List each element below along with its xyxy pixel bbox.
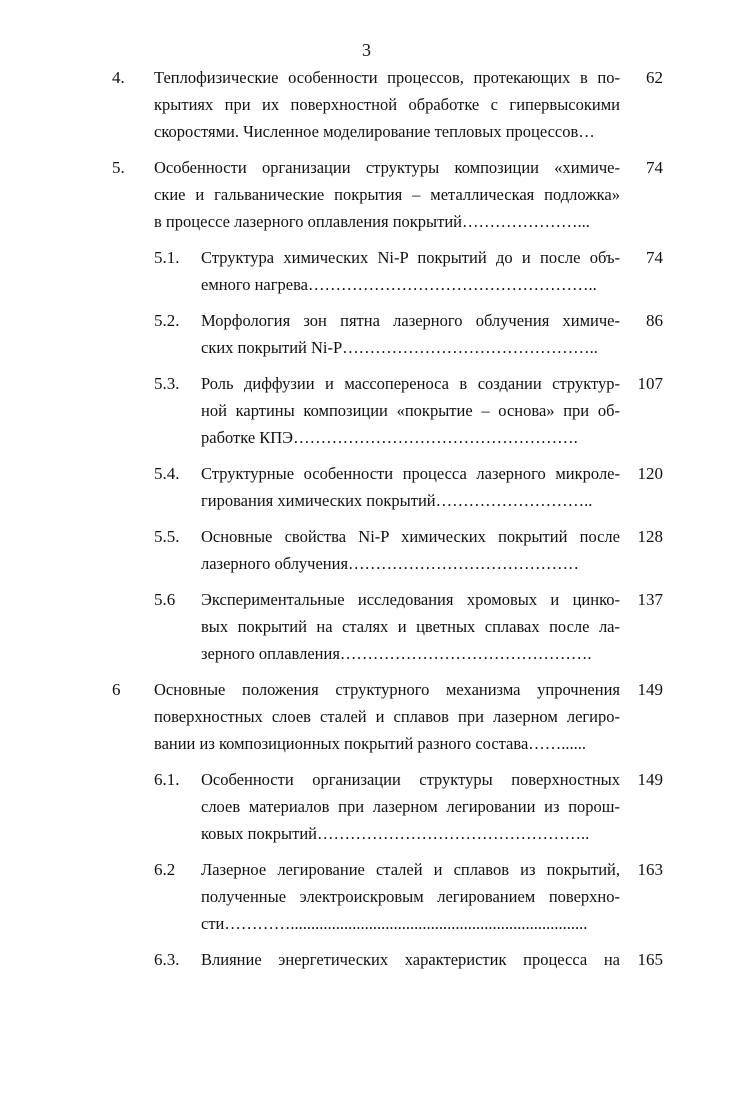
toc-entry-line: скоростями. Численное моделирование тепловых процессов… — [154, 122, 595, 141]
toc-entry-title — [201, 244, 620, 298]
toc-entry-title — [201, 766, 620, 847]
toc-entry-line: вых покрытий на сталях и цветных сплавах после ла- — [201, 617, 620, 636]
toc-entry-number: 5.1. — [154, 248, 180, 267]
toc-entry-number: 6 — [112, 680, 121, 699]
toc-entry-page: 163 — [637, 860, 663, 879]
toc-entry — [0, 523, 733, 577]
toc-entry-page: 165 — [637, 950, 663, 969]
toc-entry-line: крытиях при их поверхностной обработке с гипервысокими — [154, 95, 620, 114]
toc-entry-line: Морфология зон пятна лазерного облучения химиче- — [201, 311, 620, 330]
toc-entry-line: ских покрытий Ni-P……………………………………….. — [201, 338, 598, 357]
toc-entry-line: сти…………........................................................................ — [201, 914, 588, 933]
toc-entry-title — [201, 856, 620, 937]
toc-entry-line: Лазерное легирование сталей и сплавов из покрытий, — [201, 860, 620, 879]
toc-entry — [0, 64, 733, 145]
toc-entry-number: 5.6 — [154, 590, 176, 609]
toc-entry-page: 62 — [646, 68, 663, 87]
toc-entry-title — [201, 946, 620, 973]
toc-entry-number: 5.4. — [154, 464, 180, 483]
toc-entry-page: 86 — [646, 311, 663, 330]
toc-entry-line: Основные свойства Ni-P химических покрытий после — [201, 527, 620, 546]
toc-entry-title — [154, 676, 620, 757]
toc-entry-line: в процессе лазерного оплавления покрытий…………………... — [154, 212, 590, 231]
toc-entry-line: лазерного облучения…………………………………… — [201, 554, 580, 573]
toc-entry — [0, 676, 733, 757]
toc-entry — [0, 586, 733, 667]
toc-entry — [0, 244, 733, 298]
toc-entry-title — [201, 460, 620, 514]
toc-entry-line: Структура химических Ni-P покрытий до и после объ- — [201, 248, 620, 267]
toc-entry-line: работке КПЭ……………………………………………. — [201, 428, 578, 447]
toc-entry-line: Особенности организации структуры поверхностных — [201, 770, 620, 789]
toc-entry — [0, 370, 733, 451]
toc-entry-line: зерного оплавления………………………………………. — [201, 644, 592, 663]
toc-entry-page: 120 — [637, 464, 663, 483]
toc-entry-line: полученные электроискровым легированием поверхно- — [201, 887, 620, 906]
toc-entry — [0, 154, 733, 235]
toc-entry — [0, 856, 733, 937]
toc-entry-line: Основные положения структурного механизма упрочнения — [154, 680, 620, 699]
toc-entry-page: 107 — [637, 374, 663, 393]
toc-entry-line: Теплофизические особенности процессов, протекающих в по- — [154, 68, 620, 87]
toc-entry-line: Экспериментальные исследования хромовых и цинко- — [201, 590, 620, 609]
toc-entry-number: 6.1. — [154, 770, 180, 789]
toc-entry-number: 5.2. — [154, 311, 180, 330]
toc-entry-title — [154, 64, 620, 145]
toc-entry-page: 128 — [637, 527, 663, 546]
toc-entry-line: емного нагрева…………………………………………….. — [201, 275, 597, 294]
toc-entry-line: ские и гальванические покрытия – металлическая подложка» — [154, 185, 620, 204]
toc-entry-number: 5.5. — [154, 527, 180, 546]
toc-entry-page: 137 — [637, 590, 663, 609]
toc-entry-title — [201, 370, 620, 451]
toc-entry-page: 74 — [646, 158, 663, 177]
toc-entry-title — [201, 523, 620, 577]
toc-entry-line: Структурные особенности процесса лазерного микроле- — [201, 464, 620, 483]
toc-entry-title — [201, 307, 620, 361]
toc-entry-line: Особенности организации структуры композиции «химиче- — [154, 158, 620, 177]
toc-entry — [0, 307, 733, 361]
toc-entry-line: Роль диффузии и массопереноса в создании структур- — [201, 374, 620, 393]
toc-entry-page: 149 — [637, 680, 663, 699]
toc-entry-line: слоев материалов при лазерном легировании из порош- — [201, 797, 620, 816]
toc-entry-line: ной картины композиции «покрытие – основа» при об- — [201, 401, 620, 420]
toc-entry-number: 6.2 — [154, 860, 176, 879]
toc-entry — [0, 766, 733, 847]
table-of-contents — [0, 64, 733, 982]
page-number: 3 — [362, 40, 371, 60]
toc-entry-line: ковых покрытий………………………………………….. — [201, 824, 590, 843]
toc-entry-number: 5.3. — [154, 374, 180, 393]
toc-entry-page: 74 — [646, 248, 663, 267]
toc-entry-number: 6.3. — [154, 950, 180, 969]
toc-entry-line: гирования химических покрытий……………………….. — [201, 491, 593, 510]
toc-entry-line: поверхностных слоев сталей и сплавов при лазерном легиро- — [154, 707, 620, 726]
toc-entry-number: 5. — [112, 158, 125, 177]
toc-entry-number: 4. — [112, 68, 125, 87]
toc-entry-line: Влияние энергетических характеристик процесса на — [201, 950, 620, 969]
toc-entry — [0, 460, 733, 514]
toc-entry — [0, 946, 733, 973]
toc-entry-line: вании из композиционных покрытий разного состава……...... — [154, 734, 587, 753]
toc-entry-title — [154, 154, 620, 235]
toc-entry-page: 149 — [637, 770, 663, 789]
toc-entry-title — [201, 586, 620, 667]
